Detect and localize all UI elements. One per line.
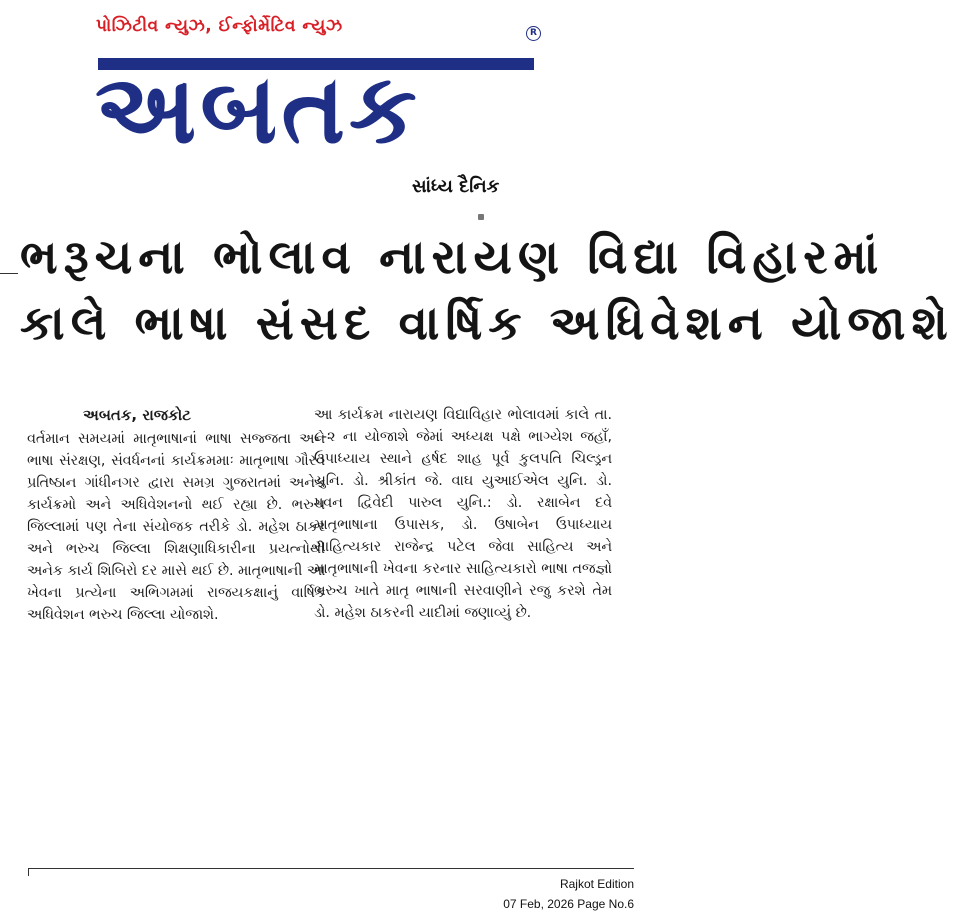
article-column-right — [314, 404, 612, 624]
article-headline — [20, 225, 954, 357]
registered-trademark-icon: R — [526, 26, 541, 41]
edition-info — [503, 874, 634, 914]
masthead — [0, 0, 644, 225]
article-left-text: વર્તમાન સમયમાં માતૃભાષાનાં ભાષા સજ્જતા અને ભાષા સંરક્ષણ, સંવર્ધનનાં કાર્યક્રમમાઃ માતૃભાષા ગૌરવ પ્રતિષ્ઠાન ગાંધીનગર દ્વારા સમગ્ર ગુજરાતમાં અનેક કાર્યક્રમો અને અધિવેશનનો થઈ રહ્યા છે. ભરુચ જિલ્લામાં પણ તેના સંયોજક તરીકે ડો. મહેશ ઠાકર અને ભરુચ જિલ્લા શિક્ષણાધિકારીના પ્રયત્નોથી અનેક કાર્ય શિબિરો દર માસે થઈ છે. માતૃભાષાની આ ખેવના પ્રત્યેના અભિગમમાં રાજયકક્ષાનું વાર્ષિક અધિવેશન ભરુચ જિલ્લા યોજાશે. — [27, 431, 326, 623]
newspaper-logo: અબતક — [95, 53, 421, 165]
article-column-left — [27, 404, 325, 626]
masthead-mark — [478, 214, 484, 220]
footer-rule — [28, 868, 634, 869]
masthead-tagline: પોઝિટીવ ન્યુઝ, ઈન્ફોર્મેટિવ ન્યુઝ — [96, 16, 343, 36]
left-rule — [0, 273, 18, 274]
headline-line-1: ભરૂચના ભોલાવ નારાયણ વિદ્યા વિહારમાં — [20, 230, 885, 285]
footer-tick — [28, 868, 29, 876]
edition-name: Rajkot Edition — [559, 877, 634, 891]
article-right-text: આ કાર્યક્રમ નારાયણ વિદ્યાવિહાર ભોલાવમાં કાલે તા. ૮-૨ ના યોજાશે જેમાં અધ્યક્ષ પક્ષે ભાગ્યેશ જહાઁ, ઉપાધ્યાય સ્થાને હર્ષદ શાહ પૂર્વ કુલપતિ ચિલ્ડ્રન યુનિ. ડો. શ્રીકાંત જે. વાઘ યુઆઈએલ યુનિ. ડો. પવન દ્વિવેદી પારુલ યુનિ.: ડો. રક્ષાબેન દવે માતૃભાષાના ઉપાસક, ડો. ઉષાબેન ઉપાધ્યાય સાહિત્યકાર રાજેન્દ્ર પટેલ જેવા સાહિત્ય અને માતૃભાષાની ખેવના કરનાર સાહિત્યકારો ભાષા તજજ્ઞો ભરુચ ખાતે માતૃ ભાષાની સરવાણીને રજુ કરશે તેમ ડો. મહેશ ઠાકરની યાદીમાં જણાવ્યું છે. — [314, 407, 612, 621]
article-byline: અબતક, રાજકોટ — [83, 406, 192, 424]
headline-line-2: કાલે ભાષા સંસદ વાર્ષિક અધિવેશન યોજાશે — [20, 296, 954, 351]
masthead-subtitle: સાંધ્ય દૈનિક — [412, 176, 500, 197]
edition-date-page: 07 Feb, 2026 Page No.6 — [503, 897, 634, 911]
